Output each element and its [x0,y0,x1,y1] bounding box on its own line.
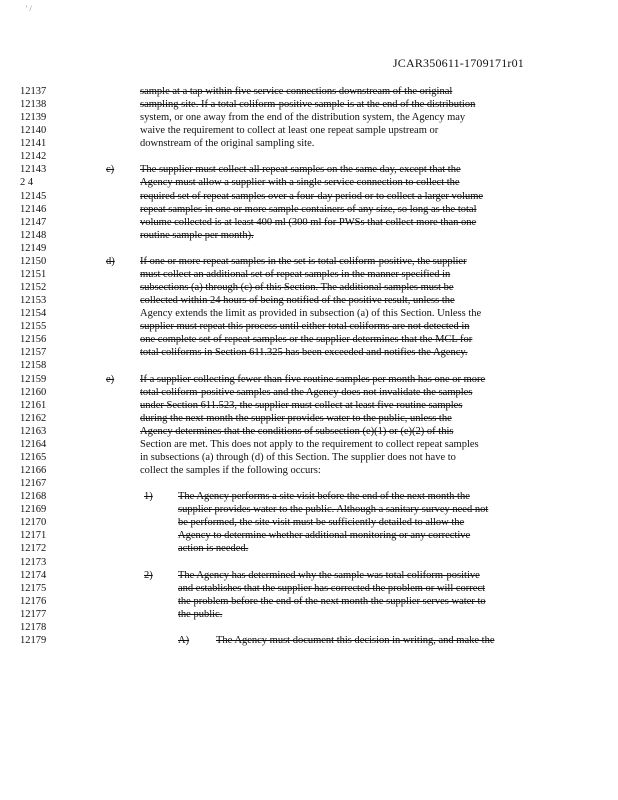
line-number: 12153 [20,295,47,307]
line-number: 12139 [20,112,47,124]
line-number: 12159 [20,373,47,385]
text-line: be performed, the site visit must be sufficiently detailed to allow the [178,517,465,529]
text-line: action is needed. [178,543,249,555]
line-number: 12146 [20,203,47,215]
line-number: 12141 [20,138,47,150]
subsection-label: c) [106,164,115,176]
text-line: in subsections (a) through (d) of this Section. The supplier does not have to [140,451,456,463]
line-number: 12152 [20,282,47,294]
line-number: 12151 [20,268,47,280]
line-number: 12143 [20,164,47,176]
text-line: during the next month the supplier provides water to the public, unless the [140,412,452,424]
text-line: The Agency must document this decision in writing, and make the [216,634,495,646]
text-line: repeat samples in one or more sample containers of any size, so long as the total [140,203,477,215]
line-number: 12178 [20,621,47,633]
line-number: 12164 [20,438,47,450]
text-line: total coliform-positive samples and the Agency does not invalidate the samples [140,386,473,398]
subsection-label: d) [106,255,115,267]
line-number: 12172 [20,543,47,555]
text-line: Agency determines that the conditions of subsection (e)(1) or (e)(2) of this [140,425,454,437]
text-line: sampling site. If a total coliform-positive sample is at the end of the distribution [140,99,476,111]
text-line: If one or more repeat samples in the set is total coliform-positive, the supplier [140,255,467,267]
line-number: 12169 [20,504,47,516]
line-number: 12160 [20,386,47,398]
text-line: waive the requirement to collect at least one repeat sample upstream or [140,125,439,137]
line-number: 2 4 [20,177,34,189]
text-line: supplier must repeat this process until either total coliforms are not detected in [140,321,470,333]
line-number: 12179 [20,634,47,646]
subsection-label: 2) [144,569,153,581]
line-number: 12158 [20,360,47,372]
scan-mark: ' / [26,4,32,13]
line-number: 12174 [20,569,47,581]
line-number: 12157 [20,347,47,359]
line-number: 12163 [20,425,47,437]
line-number: 12175 [20,582,47,594]
line-number: 12150 [20,255,47,267]
text-line: sample at a tap within five service connections downstream of the original [140,86,453,97]
line-number: 12154 [20,308,47,320]
text-line: collect the samples if the following occurs: [140,465,321,477]
text-line: routine sample per month). [140,229,254,241]
text-line: total coliforms in Section 611.325 has been exceeded and notifies the Agency. [140,347,468,359]
text-line: Agency to determine whether additional monitoring or any corrective [178,530,471,542]
line-number: 12168 [20,491,47,503]
line-number: 12137 [20,86,47,97]
text-line: The Agency has determined why the sample was total coliform-positive [178,569,480,581]
line-number: 12177 [20,608,47,620]
line-number: 12173 [20,556,47,568]
text-line: one complete set of repeat samples or the supplier determines that the MCL for [140,334,473,346]
text-line: Agency extends the limit as provided in subsection (a) of this Section. Unless the [140,308,482,320]
text-line: volume collected is at least 400 ml (300 ml for PWSs that collect more than one [140,216,477,228]
text-line: under Section 611.523, the supplier must collect at least five routine samples [140,399,463,411]
subsection-label: 1) [144,491,153,503]
text-line: required set of repeat samples over a four-day period or to collect a larger volume [140,190,484,202]
line-number: 12145 [20,190,47,202]
text-line: collected within 24 hours of being notified of the positive result, unless the [140,295,455,307]
line-number: 12155 [20,321,47,333]
line-number: 12149 [20,242,47,254]
line-number: 12165 [20,451,47,463]
line-number: 12148 [20,229,47,241]
text-line: must collect an additional set of repeat samples in the manner specified in [140,268,451,280]
line-number: 12162 [20,412,47,424]
line-number: 12176 [20,595,47,607]
text-line: supplier provides water to the public. Although a sanitary survey need not [178,504,489,516]
document-id-header: JCAR350611-1709171r01 [392,56,524,70]
text-line: and establishes that the supplier has corrected the problem or will correct [178,582,486,594]
line-number: 12140 [20,125,47,137]
subsection-label: A) [178,634,190,646]
text-line: the problem before the end of the next month the supplier serves water to [178,595,486,607]
line-number: 12161 [20,399,47,411]
line-number: 12142 [20,151,47,163]
line-number: 12147 [20,216,47,228]
line-number: 12138 [20,99,47,111]
text-line: The Agency performs a site visit before the end of the next month the [178,491,470,503]
line-number: 12171 [20,530,47,542]
line-number: 12170 [20,517,47,529]
text-line: subsections (a) through (c) of this Section. The additional samples must be [140,282,454,294]
line-number: 12167 [20,478,47,490]
text-line: If a supplier collecting fewer than five routine samples per month has one or more [140,373,486,385]
text-line: downstream of the original sampling site. [140,138,315,150]
line-number: 12166 [20,465,47,477]
text-line: system, or one away from the end of the distribution system, the Agency may [140,112,466,124]
text-line: Section are met. This does not apply to the requirement to collect repeat samples [140,438,479,450]
text-line: the public. [178,608,223,620]
line-number: 12156 [20,334,47,346]
text-line: Agency must allow a supplier with a single service connection to collect the [140,177,460,189]
text-line: The supplier must collect all repeat samples on the same day, except that the [140,164,461,176]
subsection-label: e) [106,373,115,385]
